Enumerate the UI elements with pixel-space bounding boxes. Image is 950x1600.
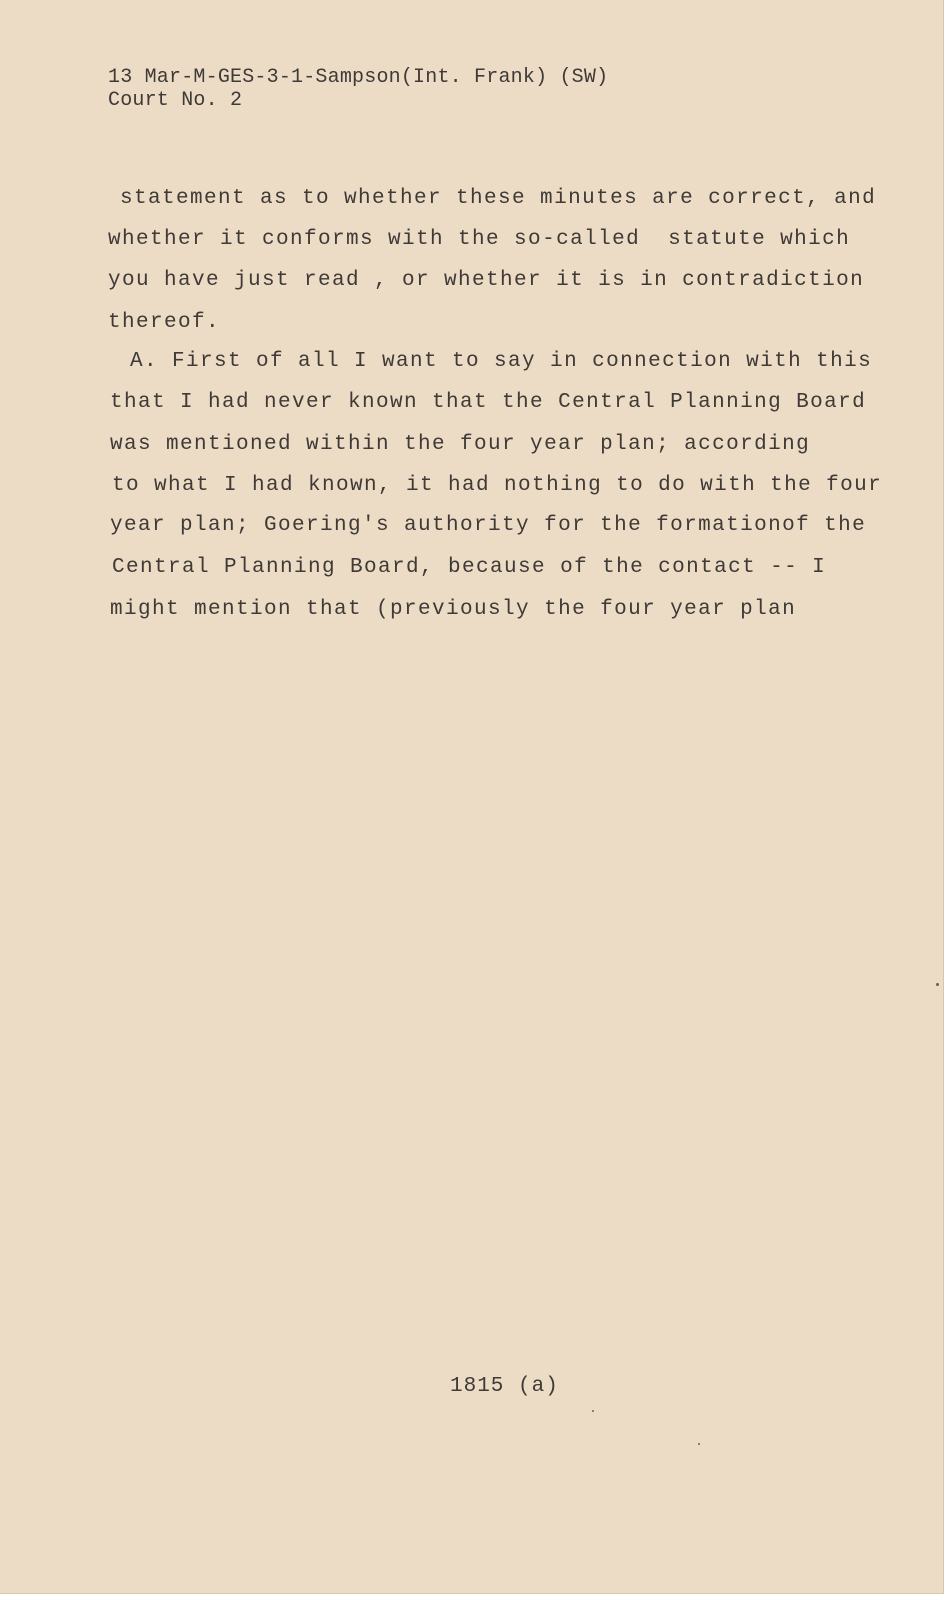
transcript-line: whether it conforms with the so-called statute which [108, 228, 851, 251]
page-number: 1815 (a) [450, 1375, 559, 1398]
transcript-line: Central Planning Board, because of the contact -- I [112, 556, 827, 579]
transcript-line: A. First of all I want to say in connection with this [130, 350, 873, 373]
transcript-line: to what I had known, it had nothing to do with the four [112, 474, 883, 497]
transcript-line: statement as to whether these minutes are correct, and [120, 187, 877, 210]
court-number-header: Court No. 2 [108, 89, 243, 112]
transcript-line: you have just read , or whether it is in contradiction [108, 269, 865, 292]
paper-speck [698, 1443, 700, 1445]
transcript-line: might mention that (previously the four year plan [110, 598, 797, 621]
transcript-line: was mentioned within the four year plan; according [110, 433, 811, 456]
paper-speck [592, 1410, 594, 1412]
transcript-line: year plan; Goering's authority for the formationof the [110, 514, 867, 537]
document-reference-header: 13 Mar-M-GES-3-1-Sampson(Int. Frank) (SW) [108, 66, 609, 89]
transcript-line: thereof. [108, 311, 221, 334]
paper-speck [936, 983, 939, 986]
transcript-line: that I had never known that the Central Planning Board [110, 391, 867, 414]
